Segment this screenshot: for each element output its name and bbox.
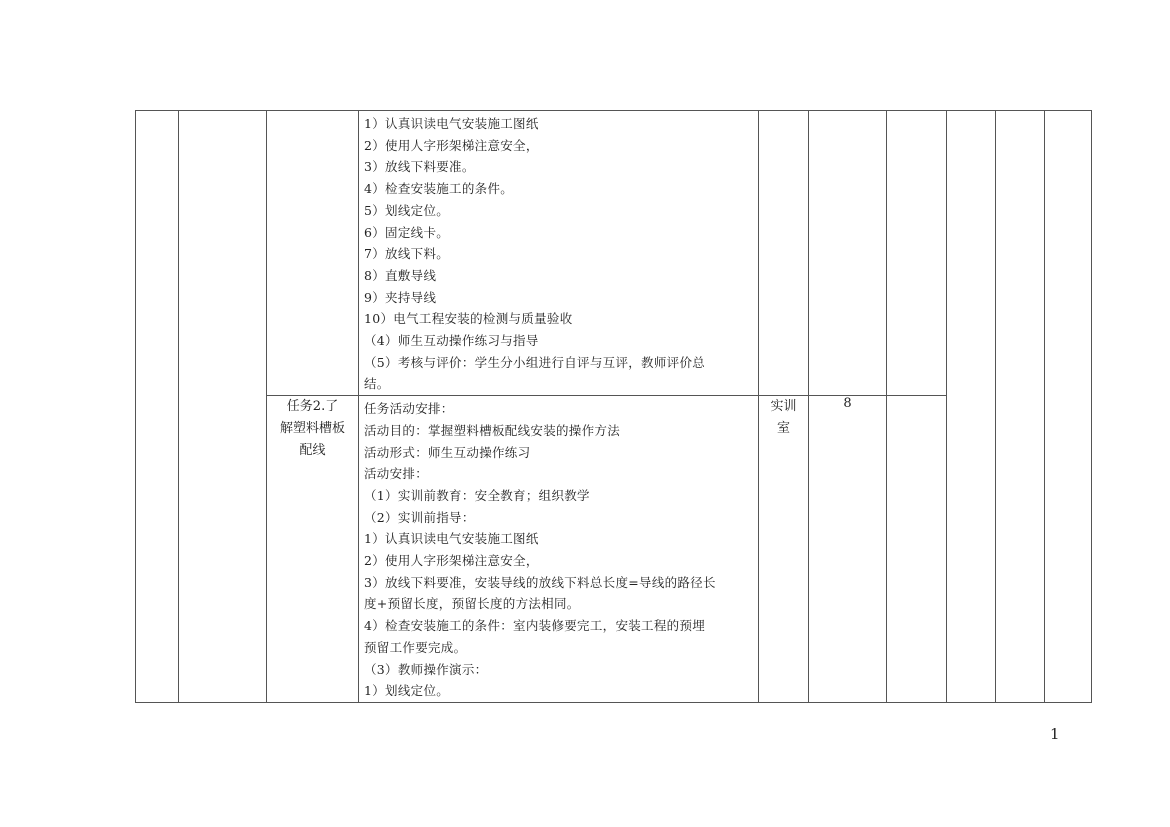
content-line: 8）直敷导线 — [364, 267, 437, 283]
hours-cell — [809, 396, 887, 703]
empty-cell — [996, 111, 1045, 703]
content-line: 1）划线定位。 — [364, 683, 450, 699]
location-line: 室 — [776, 421, 790, 437]
content-line: （2）实训前指导： — [364, 509, 475, 525]
content-line: （1）实训前教育：安全教育；组织教学 — [364, 487, 590, 503]
task-cell — [267, 111, 359, 396]
teaching-plan-table — [135, 110, 1092, 703]
hours-value: 8 — [843, 396, 852, 412]
activity-lines — [359, 396, 758, 702]
content-line: 活动目的：掌握塑料槽板配线安装的操作方法 — [364, 422, 621, 438]
location-line: 实训 — [770, 399, 797, 415]
content-line: 2）使用人字形架梯注意安全， — [364, 137, 539, 153]
task-line: 配线 — [299, 443, 326, 459]
content-line: 活动安排： — [364, 466, 429, 482]
content-line: 3）放线下料要准，安装导线的放线下料总长度=导线的路径长 — [364, 574, 716, 590]
hours-cell — [809, 111, 887, 396]
location-cell — [759, 111, 809, 396]
task-cell — [267, 396, 359, 703]
content-line: 任务活动安排： — [364, 401, 454, 417]
content-line: 4）检查安装施工的条件。 — [364, 181, 514, 197]
task-line: 解塑料槽板 — [279, 421, 345, 437]
empty-cell — [887, 111, 947, 396]
empty-cell — [947, 111, 996, 703]
content-line: 度+预留长度，预留长度的方法相同。 — [364, 596, 580, 612]
location-cell — [759, 396, 809, 703]
empty-cell — [887, 396, 947, 703]
content-line: 6）固定线卡。 — [364, 224, 450, 240]
content-line: 预留工作要完成。 — [364, 639, 467, 655]
content-line: 结。 — [364, 376, 390, 392]
empty-cell — [136, 111, 179, 703]
empty-cell — [179, 111, 267, 703]
page-number: 1 — [1050, 725, 1060, 743]
content-line: （5）考核与评价：学生分小组进行自评与互评，教师评价总 — [364, 354, 706, 370]
content-line: 活动形式：师生互动操作练习 — [364, 444, 531, 460]
activity-content-cell — [359, 396, 759, 703]
content-line: 4）检查安装施工的条件：室内装修要完工，安装工程的预埋 — [364, 618, 706, 634]
content-line: 9）夹持导线 — [364, 289, 437, 305]
content-line: 3）放线下料要准。 — [364, 159, 475, 175]
activity-content-cell — [359, 111, 759, 396]
content-line: （4）师生互动操作练习与指导 — [364, 333, 539, 349]
table-row — [136, 111, 1092, 396]
empty-cell — [1045, 111, 1092, 703]
content-line: 10）电气工程安装的检测与质量验收 — [364, 311, 573, 327]
activity-lines — [359, 111, 758, 395]
content-line: 2）使用人字形架梯注意安全， — [364, 553, 539, 569]
content-line: 7）放线下料。 — [364, 246, 450, 262]
task-line: 任务2.了 — [286, 399, 339, 415]
content-line: 1）认真识读电气安装施工图纸 — [364, 531, 539, 547]
content-line: （3）教师操作演示： — [364, 661, 488, 677]
content-line: 1）认真识读电气安装施工图纸 — [364, 116, 539, 131]
content-line: 5）划线定位。 — [364, 202, 450, 218]
